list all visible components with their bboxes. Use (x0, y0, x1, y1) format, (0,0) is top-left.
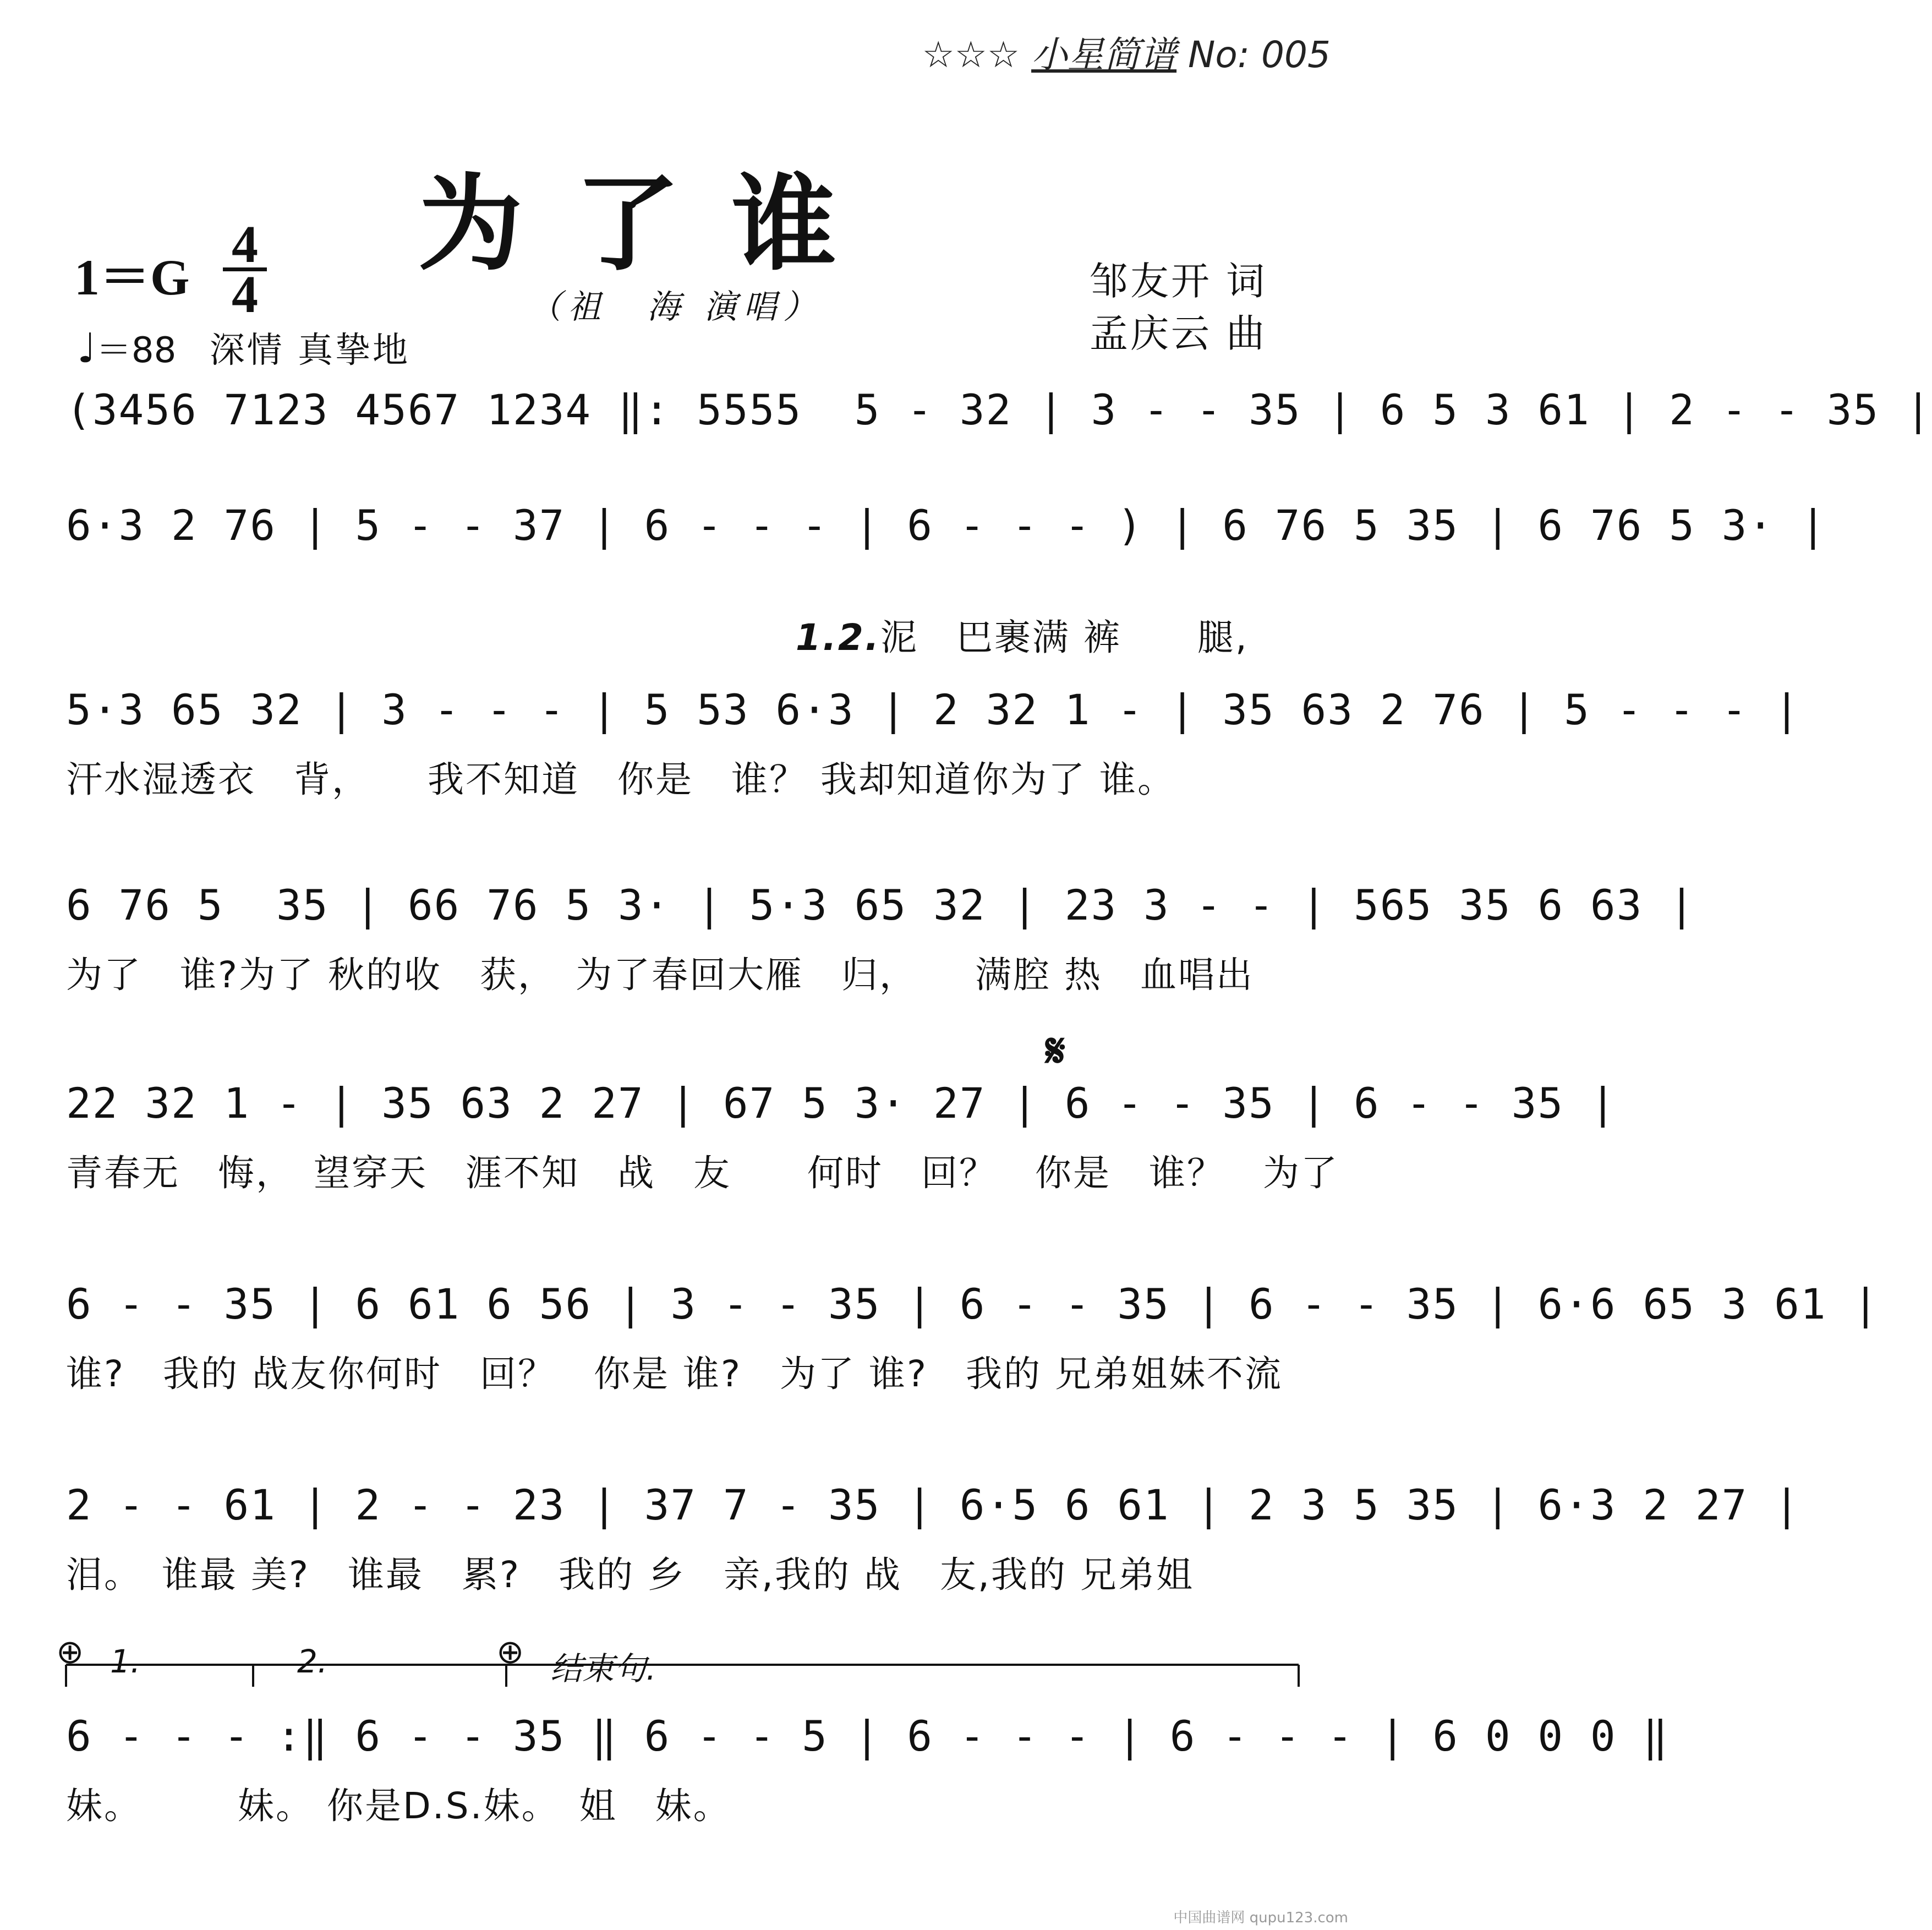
segno-icon: 𝄋 (1046, 1024, 1066, 1078)
expression-marking: 深情 真挚地 (209, 330, 411, 371)
notation-line: 6 - - 35 | 6 61 6 56 | 3 - - 35 | 6 - - 35 | 6 - - 35 | 6·6 65 3 61 | (66, 1280, 1880, 1328)
coda-icon: ⊕ (496, 1633, 524, 1671)
final-ending-label: 结束句. (550, 1650, 656, 1687)
tempo-value: ＝88 (96, 330, 177, 371)
score-row-1 (66, 385, 1932, 495)
time-signature (223, 215, 267, 324)
coda-icon: ⊕ (56, 1633, 84, 1671)
lyric-line: 汗水湿透衣 背， 我不知道 你是 谁？ 我却知道你为了 谁。 (66, 758, 1175, 801)
first-ending-label: 1. (110, 1643, 141, 1680)
score-row-5 (66, 1079, 1617, 1194)
tempo-marking (77, 322, 410, 373)
lyricist-credit: 邹友开 词 (1090, 259, 1267, 304)
key-signature: 1＝G (74, 249, 190, 305)
lyric-line: 青春无 悔， 望穿天 涯不知 战 友 何时 回？ 你是 谁？ 为了 (66, 1152, 1339, 1194)
score-row-6 (66, 1280, 1880, 1395)
brand-name[interactable]: 小星简谱 (1031, 34, 1177, 76)
notation-line: 5·3 65 32 | 3 - - - | 5 53 6·3 | 2 32 1 - | 35 63 2 76 | 5 - - - | (66, 685, 1800, 734)
lyric-line: 为了 谁?为了 秋的收 获， 为了春回大雁 归， 满腔 热 血唱出 (66, 954, 1254, 996)
site-watermark: 中国曲谱网 qupu123.com (1173, 1910, 1348, 1926)
score-row-4 (66, 881, 1695, 996)
time-signature-denominator: 4 (223, 267, 267, 318)
score-row-7 (66, 1480, 1800, 1596)
score-row-3 (66, 685, 1800, 801)
volta-bracket-lines (66, 1643, 1299, 1687)
score-number: No: 005 (1188, 34, 1331, 76)
score-brand-header (922, 25, 1331, 78)
lyric-text: 泥 巴裹满 裤 腿, (880, 616, 1249, 659)
time-signature-numerator: 4 (232, 215, 258, 274)
second-ending-label: 2. (297, 1643, 328, 1680)
notation-line: 22 32 1 - | 35 63 2 27 | 67 5 3· 27 | 6 - - 35 | 6 - - 35 | (66, 1079, 1617, 1128)
composer-credit: 孟庆云 曲 (1090, 311, 1267, 356)
score-row-8 (66, 1712, 1670, 1827)
verse-number: 1.2. (795, 616, 880, 659)
star-rating-icons: ☆☆☆ (922, 34, 1020, 76)
notation-line: 6 76 5 35 | 66 76 5 3· | 5·3 65 32 | 23 3 - - | 565 35 6 63 | (66, 881, 1695, 930)
performer-credit: （祖 海 演唱） (528, 288, 823, 326)
lyric-line: 妹。 妹。 你是D.S.妹。 姐 妹。 (66, 1785, 731, 1827)
notation-line: 2 - - 61 | 2 - - 23 | 37 7 - 35 | 6·5 6 61 | 2 3 5 35 | 6·3 2 27 | (66, 1480, 1800, 1529)
lyric-line: 谁? 我的 战友你何时 回？ 你是 谁? 为了 谁? 我的 兄弟姐妹不流 (66, 1353, 1283, 1395)
lyric-line (743, 566, 1293, 703)
volta-brackets (56, 1633, 1299, 1687)
notation-line: (3456 7123 4567 1234 ‖: 5555 5 - 32 | 3 - - 35 | 6 5 3 61 | 2 - - 35 | (66, 385, 1932, 434)
lyric-line: 泪。 谁最 美? 谁最 累? 我的 乡 亲,我的 战 友,我的 兄弟姐 (66, 1554, 1194, 1596)
quarter-note-icon: ♩ (77, 325, 96, 372)
notation-line: 6 - - - :‖ 6 - - 35 ‖ 6 - - 5 | 6 - - - | 6 - - - | 6 0 0 0 ‖ (66, 1712, 1670, 1760)
song-title: 为了谁 (418, 162, 889, 285)
notation-line: 6·3 2 76 | 5 - - 37 | 6 - - - | 6 - - - ) | 6 76 5 35 | 6 76 5 3· | (66, 501, 1827, 550)
score-row-2 (66, 501, 1827, 659)
